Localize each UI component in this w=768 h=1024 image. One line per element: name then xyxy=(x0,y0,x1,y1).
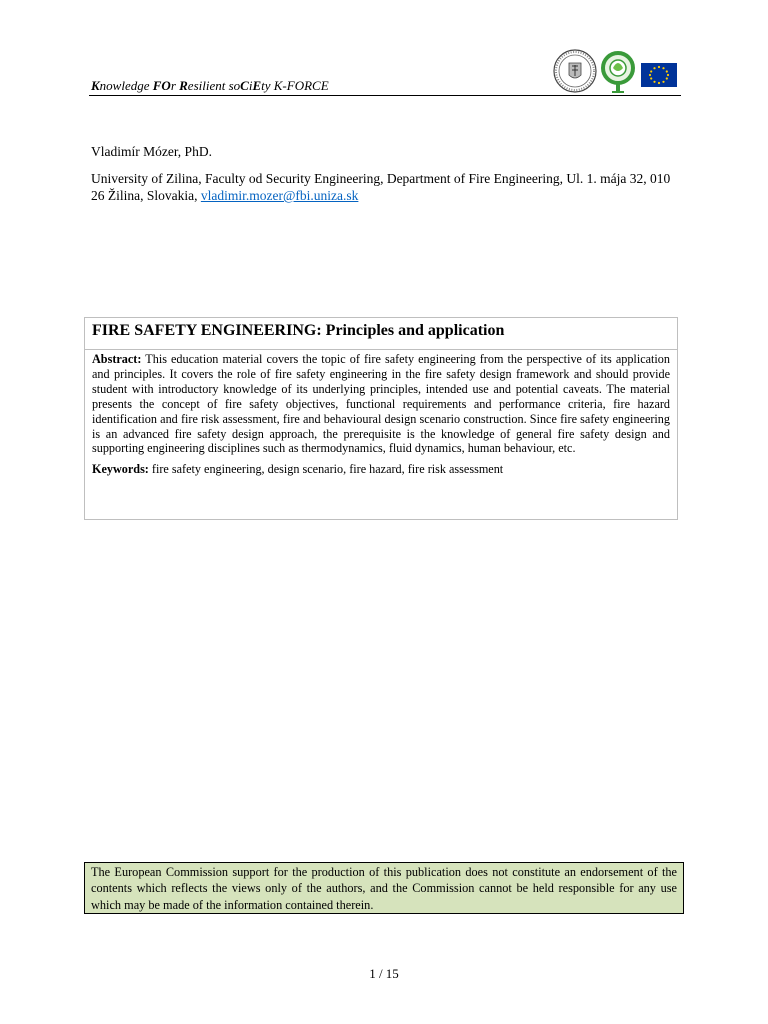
keywords-paragraph xyxy=(92,462,670,477)
page-number: 1 / 15 xyxy=(369,966,399,981)
paper-title-rest: Principles and application xyxy=(321,322,505,339)
header-text-part: FO xyxy=(152,78,171,93)
abstract-paragraph xyxy=(92,352,670,456)
author-affiliation xyxy=(91,170,681,204)
fire-faculty-logo-icon xyxy=(603,53,633,92)
header-text-part: esilient so xyxy=(187,78,241,93)
abstract-section xyxy=(85,350,677,477)
keywords-text: fire safety engineering, design scenario, fire hazard, fire risk assessment xyxy=(148,462,504,477)
header-logos xyxy=(552,48,680,94)
keywords-label: Keywords: xyxy=(92,462,149,477)
header-text-part: i xyxy=(248,78,253,93)
paper-title xyxy=(85,318,677,350)
author-name: Vladimír Mózer, PhD. xyxy=(91,144,212,159)
abstract-label: Abstract: xyxy=(92,352,142,366)
header-text-part: E xyxy=(252,78,262,93)
header-text-part: C xyxy=(240,78,249,93)
header-divider xyxy=(89,95,681,96)
running-header xyxy=(91,78,329,94)
university-seal-icon xyxy=(554,50,596,92)
author-email-link[interactable]: vladimir.mozer@fbi.uniza.sk xyxy=(200,188,359,203)
header-text-part: R xyxy=(179,78,188,93)
abstract-text: This education material covers the topic of fire safety engineering from the perspective of its application and principles. It covers the role of fire safety engineering in the fire safety design framework and should provide student with introductory knowledge of its underlying principles, intended use and potential caveats. The material presents the concept of fire safety objectives, functional requirements and performance criteria, fire hazard identification and fire risk assessment, fire and behavioural design scenario construction. Since fire safety engineering is an advanced fire safety design approach, the prerequisite is the knowledge of general fire safety design and supporting engineering disciplines such as thermodynamics, fluid dynamics, human behaviour, etc. xyxy=(92,352,670,456)
affiliation-text: University of Zilina, Faculty od Security Engineering, Department of Fire Engineering, Ul. 1. mája 32, 010 26 Žilina, Slovakia, xyxy=(91,171,671,203)
header-text-part: r xyxy=(170,78,180,93)
header-text-part: K xyxy=(91,78,100,93)
header-text-part: ty K-FORCE xyxy=(261,78,329,93)
eu-disclaimer: The European Commission support for the production of this publication does not constitute an endorsement of the contents which reflects the views only of the authors, and the Commission cannot be held responsible for any use which may be made of the information contained therein. xyxy=(84,862,684,914)
paper-title-bold: FIRE SAFETY ENGINEERING: xyxy=(92,322,322,339)
header-text-part: nowledge xyxy=(99,78,153,93)
abstract-box xyxy=(84,317,678,520)
eu-flag-icon xyxy=(641,63,677,87)
